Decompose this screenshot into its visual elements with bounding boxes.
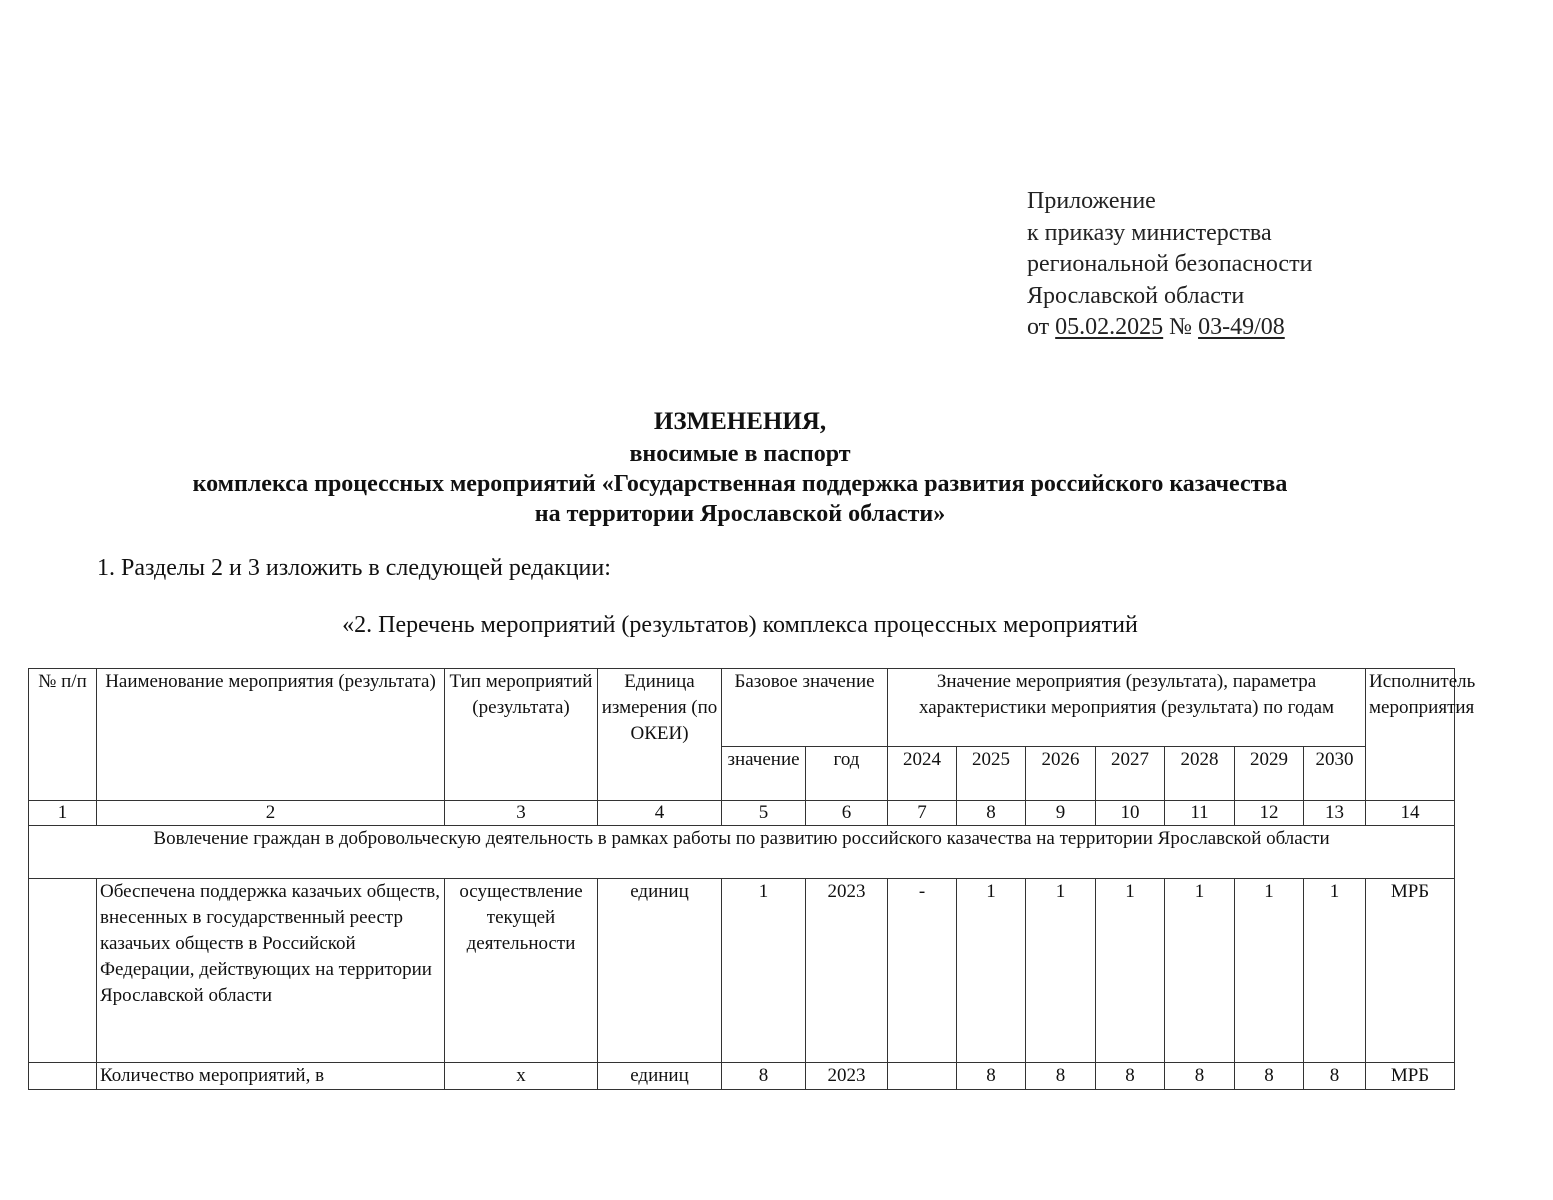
cell-year [888, 1063, 957, 1090]
appendix-line: к приказу министерства [1027, 219, 1272, 246]
cell-year: 8 [1096, 1063, 1165, 1090]
cell-unit: единиц [598, 1063, 722, 1090]
cell-base-value: 8 [722, 1063, 806, 1090]
header-year: 2027 [1096, 747, 1165, 801]
column-number: 5 [722, 801, 806, 826]
header-year: 2025 [957, 747, 1026, 801]
cell-unit: единиц [598, 879, 722, 1063]
header-base-value: значение [722, 747, 806, 801]
column-number: 12 [1235, 801, 1304, 826]
header-name: Наименование мероприятия (результата) [97, 669, 445, 801]
column-number: 4 [598, 801, 722, 826]
cell-year: 1 [1165, 879, 1235, 1063]
column-number: 10 [1096, 801, 1165, 826]
cell-year: 1 [1304, 879, 1366, 1063]
cell-year: 8 [957, 1063, 1026, 1090]
header-executor: Исполнитель мероприятия [1366, 669, 1455, 801]
title-sub: на территории Ярославской области» [534, 501, 946, 527]
column-number: 2 [97, 801, 445, 826]
column-number: 9 [1026, 801, 1096, 826]
column-number: 3 [445, 801, 598, 826]
cell-year: 8 [1235, 1063, 1304, 1090]
header-type: Тип мероприятий (результата) [445, 669, 598, 801]
appendix-date-line [1027, 312, 1312, 344]
cell-year: 1 [1235, 879, 1304, 1063]
header-year: 2030 [1304, 747, 1366, 801]
appendix-block [1027, 186, 1312, 344]
header-year: 2024 [888, 747, 957, 801]
cell-year: 8 [1304, 1063, 1366, 1090]
cell-base-value: 1 [722, 879, 806, 1063]
cell-year: 1 [1096, 879, 1165, 1063]
header-base-year: год [806, 747, 888, 801]
cell-executor: МРБ [1366, 1063, 1455, 1090]
column-number-row [29, 801, 1455, 826]
title-main: ИЗМЕНЕНИЯ, [653, 408, 827, 435]
date-prefix: от [1027, 314, 1050, 340]
cell-num [29, 1063, 97, 1090]
column-number: 8 [957, 801, 1026, 826]
measures-table [28, 668, 1476, 1090]
number-sign: № [1169, 314, 1193, 340]
header-unit: Единица измерения (по ОКЕИ) [598, 669, 722, 801]
cell-year: 1 [957, 879, 1026, 1063]
cell-year: - [888, 879, 957, 1063]
appendix-line: Ярославской области [1027, 282, 1245, 309]
title-sub: вносимые в паспорт [629, 441, 851, 467]
order-number: 03-49/08 [1198, 314, 1285, 340]
appendix-line: региональной безопасности [1027, 251, 1313, 277]
cell-name: Количество мероприятий, в [97, 1063, 445, 1090]
cell-base-year: 2023 [806, 1063, 888, 1090]
cell-year: 1 [1026, 879, 1096, 1063]
column-number: 1 [29, 801, 97, 826]
header-year: 2029 [1235, 747, 1304, 801]
table-row [29, 879, 1455, 1063]
cell-base-year: 2023 [806, 879, 888, 1063]
header-num: № п/п [29, 669, 97, 801]
cell-num [29, 879, 97, 1063]
title-sub: комплекса процессных мероприятий «Государственная поддержка развития российского казачества [192, 471, 1288, 497]
header-year: 2026 [1026, 747, 1096, 801]
intro-paragraph: 1. Разделы 2 и 3 изложить в следующей редакции: [97, 555, 611, 581]
cell-executor: МРБ [1366, 879, 1455, 1063]
order-date: 05.02.2025 [1055, 314, 1164, 340]
column-number: 7 [888, 801, 957, 826]
column-number: 11 [1165, 801, 1235, 826]
section-heading: «2. Перечень мероприятий (результатов) комплекса процессных мероприятий [342, 612, 1138, 638]
column-number: 13 [1304, 801, 1366, 826]
cell-year: 8 [1026, 1063, 1096, 1090]
header-values: Значение мероприятия (результата), параметра характеристики мероприятия (результата) по годам [888, 669, 1366, 747]
table-row [29, 1063, 1455, 1090]
cell-year: 8 [1165, 1063, 1235, 1090]
cell-name: Обеспечена поддержка казачьих обществ, внесенных в государственный реестр казачьих обществ в Российской Федерации, действующих на территории Ярославской области [97, 879, 445, 1063]
cell-type: осуществление текущей деятельности [445, 879, 598, 1063]
header-base: Базовое значение [722, 669, 888, 747]
cell-type: х [445, 1063, 598, 1090]
appendix-line: Приложение [1027, 188, 1156, 214]
document-title [0, 405, 1480, 529]
column-number: 6 [806, 801, 888, 826]
column-number: 14 [1366, 801, 1455, 826]
header-year: 2028 [1165, 747, 1235, 801]
section-title: Вовлечение граждан в добровольческую деятельность в рамках работы по развитию российского казачества на территории Ярославской области [29, 826, 1455, 879]
